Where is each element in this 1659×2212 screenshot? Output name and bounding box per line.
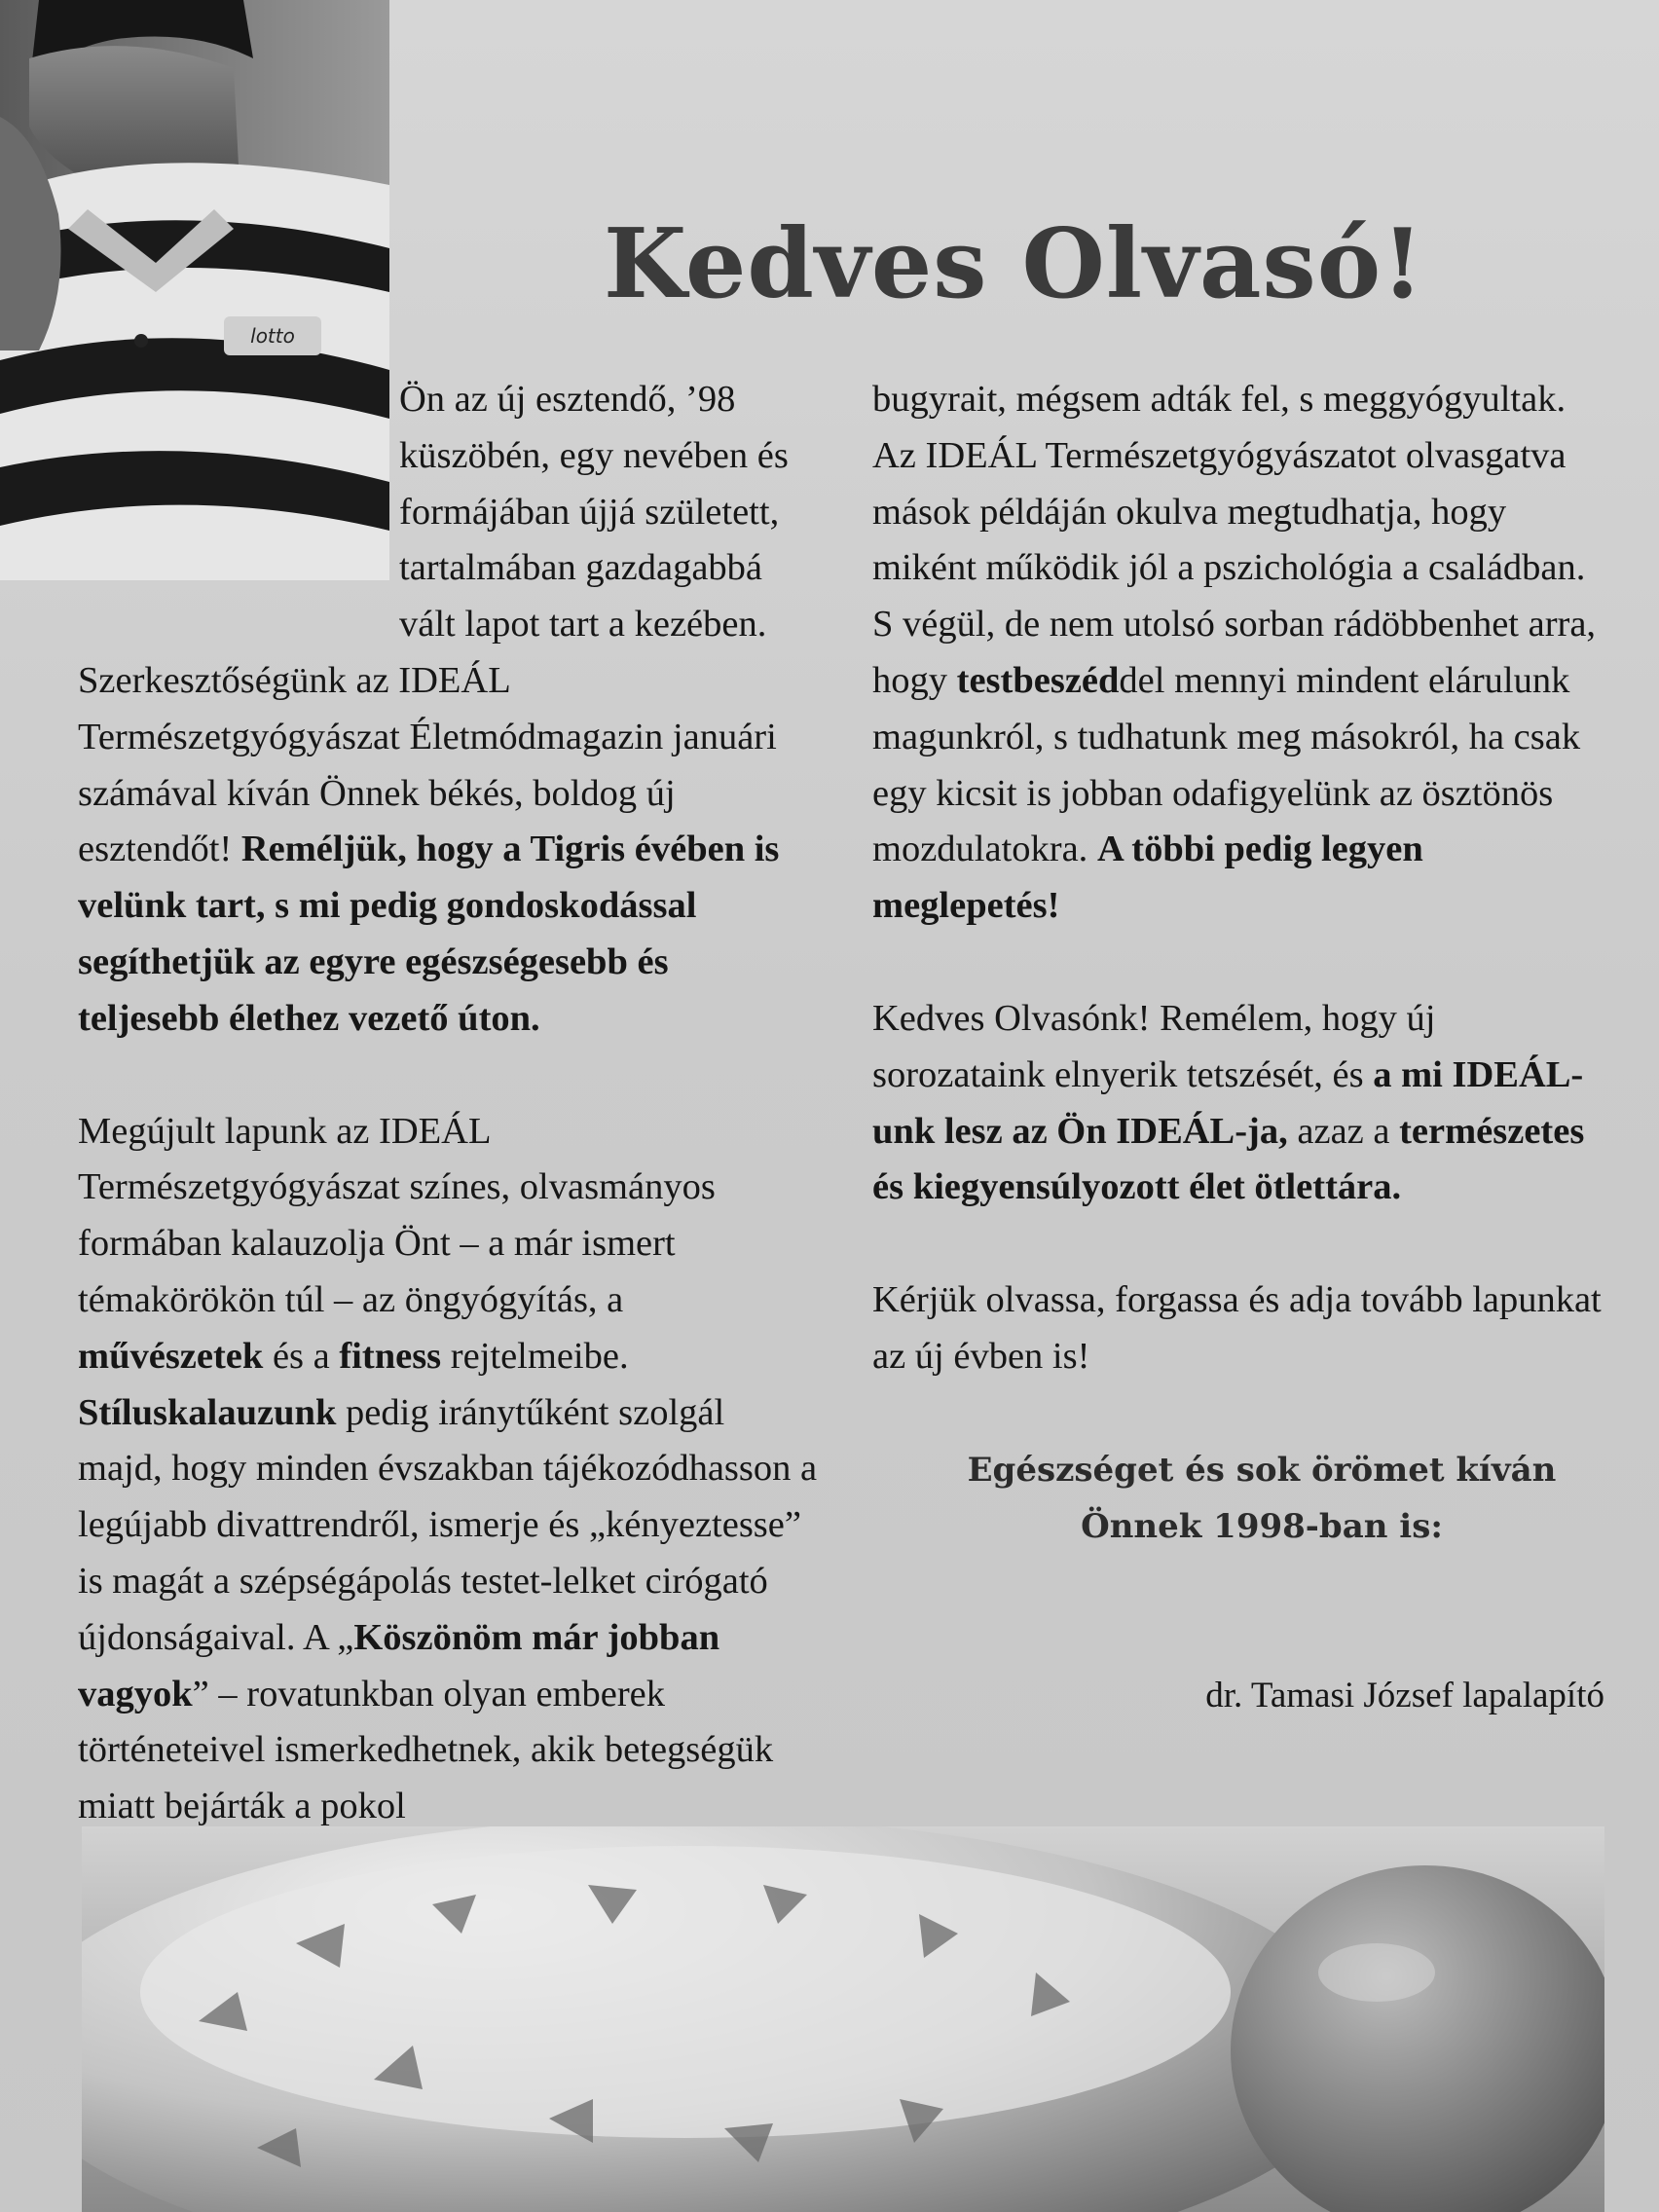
text-run: rejtelmeibe.: [441, 1335, 629, 1377]
paragraph-series: [872, 991, 1612, 1216]
paragraph-intro-text: Ön az új esztendő, ’98 küszöbén, egy nevében és formájában újjá született, tartalmában gazdagabbá vált lapot tart a kezében. Szerkesztőségünk az IDEÁL Természetgyógyászat Életmódmagazin januári számával kíván Önnek békés, boldog új esztendőt!: [78, 379, 789, 870]
bold-run: testbeszéd: [956, 659, 1120, 701]
text-run: Kedves Olvasónk! Remélem, hogy új sorozataink elnyerik tetszését, és: [872, 997, 1436, 1095]
bottom-decorative-photo: [82, 1826, 1604, 2212]
paragraph-features: [78, 1104, 818, 1835]
text-run: pedig iránytűként szolgál majd, hogy minden évszakban tájékozódhasson a legújabb divattrendről, ismerje és „kényeztesse” is magát a szépségápolás testet-lelket cirógató újdonságaival. A „: [78, 1391, 818, 1658]
bold-run: A többi pedig legyen meglepetés!: [872, 829, 1423, 927]
text-run: azaz a: [1287, 1110, 1400, 1152]
closing-wish: [872, 1442, 1612, 1555]
signature: dr. Tamasi József lapalapító: [1205, 1675, 1604, 1715]
paragraph-intro-bold: Reméljük, hogy a Tigris évében is velünk tart, s mi pedig gondoskodással segíthetjük az egyre egészségesebb és teljesebb élethez vezető úton.: [78, 829, 780, 1039]
svg-text:lotto: lotto: [250, 324, 295, 348]
text-run: del mennyi mindent elárulunk magunkról, s tudhatunk meg másokról, ha csak egy kicsit is jobban odafigyelünk az ösztönös mozdulatokra.: [872, 659, 1581, 870]
closing-line-2: Önnek 1998-ban is:: [1081, 1506, 1443, 1546]
paragraph-intro: [78, 372, 818, 1048]
bold-run: Stíluskalauzunk: [78, 1391, 337, 1433]
text-run: ” – rovatunkban olyan emberek történeteivel ismerkedhetnek, akik betegségük miatt bejárták a pokol: [78, 1673, 774, 1827]
bold-run: fitness: [339, 1335, 442, 1377]
closing-line-1: Egészséget és sok örömet kíván: [967, 1450, 1557, 1490]
left-column: [78, 372, 818, 1835]
paragraph-request: Kérjük olvassa, forgassa és adja tovább lapunkat az új évben is!: [872, 1279, 1602, 1377]
bold-run: természetes és kiegyensúlyozott élet ötlettára.: [872, 1110, 1585, 1208]
bold-run: a mi IDEÁL-unk lesz az Ön IDEÁL-ja,: [872, 1053, 1584, 1152]
paragraph-continued: [872, 372, 1612, 935]
text-run: és a: [263, 1335, 340, 1377]
page-title: Kedves Olvasó!: [604, 208, 1425, 320]
right-column: [872, 372, 1612, 1724]
text-run: Megújult lapunk az IDEÁL Természetgyógyászat színes, olvasmányos formában kalauzolja Önt – a már ismert témakörökön túl – az öngyógyítás, a: [78, 1110, 716, 1320]
bold-run: Köszönöm már jobban vagyok: [78, 1616, 720, 1714]
bold-run: művészetek: [78, 1335, 264, 1377]
photo-wrap-spacer: [78, 372, 399, 598]
text-run: bugyrait, mégsem adták fel, s meggyógyultak. Az IDEÁL Természetgyógyászatot olvasgatva mások példáján okulva megtudhatja, hogy miként működik jól a pszichológia a családban. S végül, de nem utolsó sorban rádöbbenhet arra, hogy: [872, 379, 1597, 701]
